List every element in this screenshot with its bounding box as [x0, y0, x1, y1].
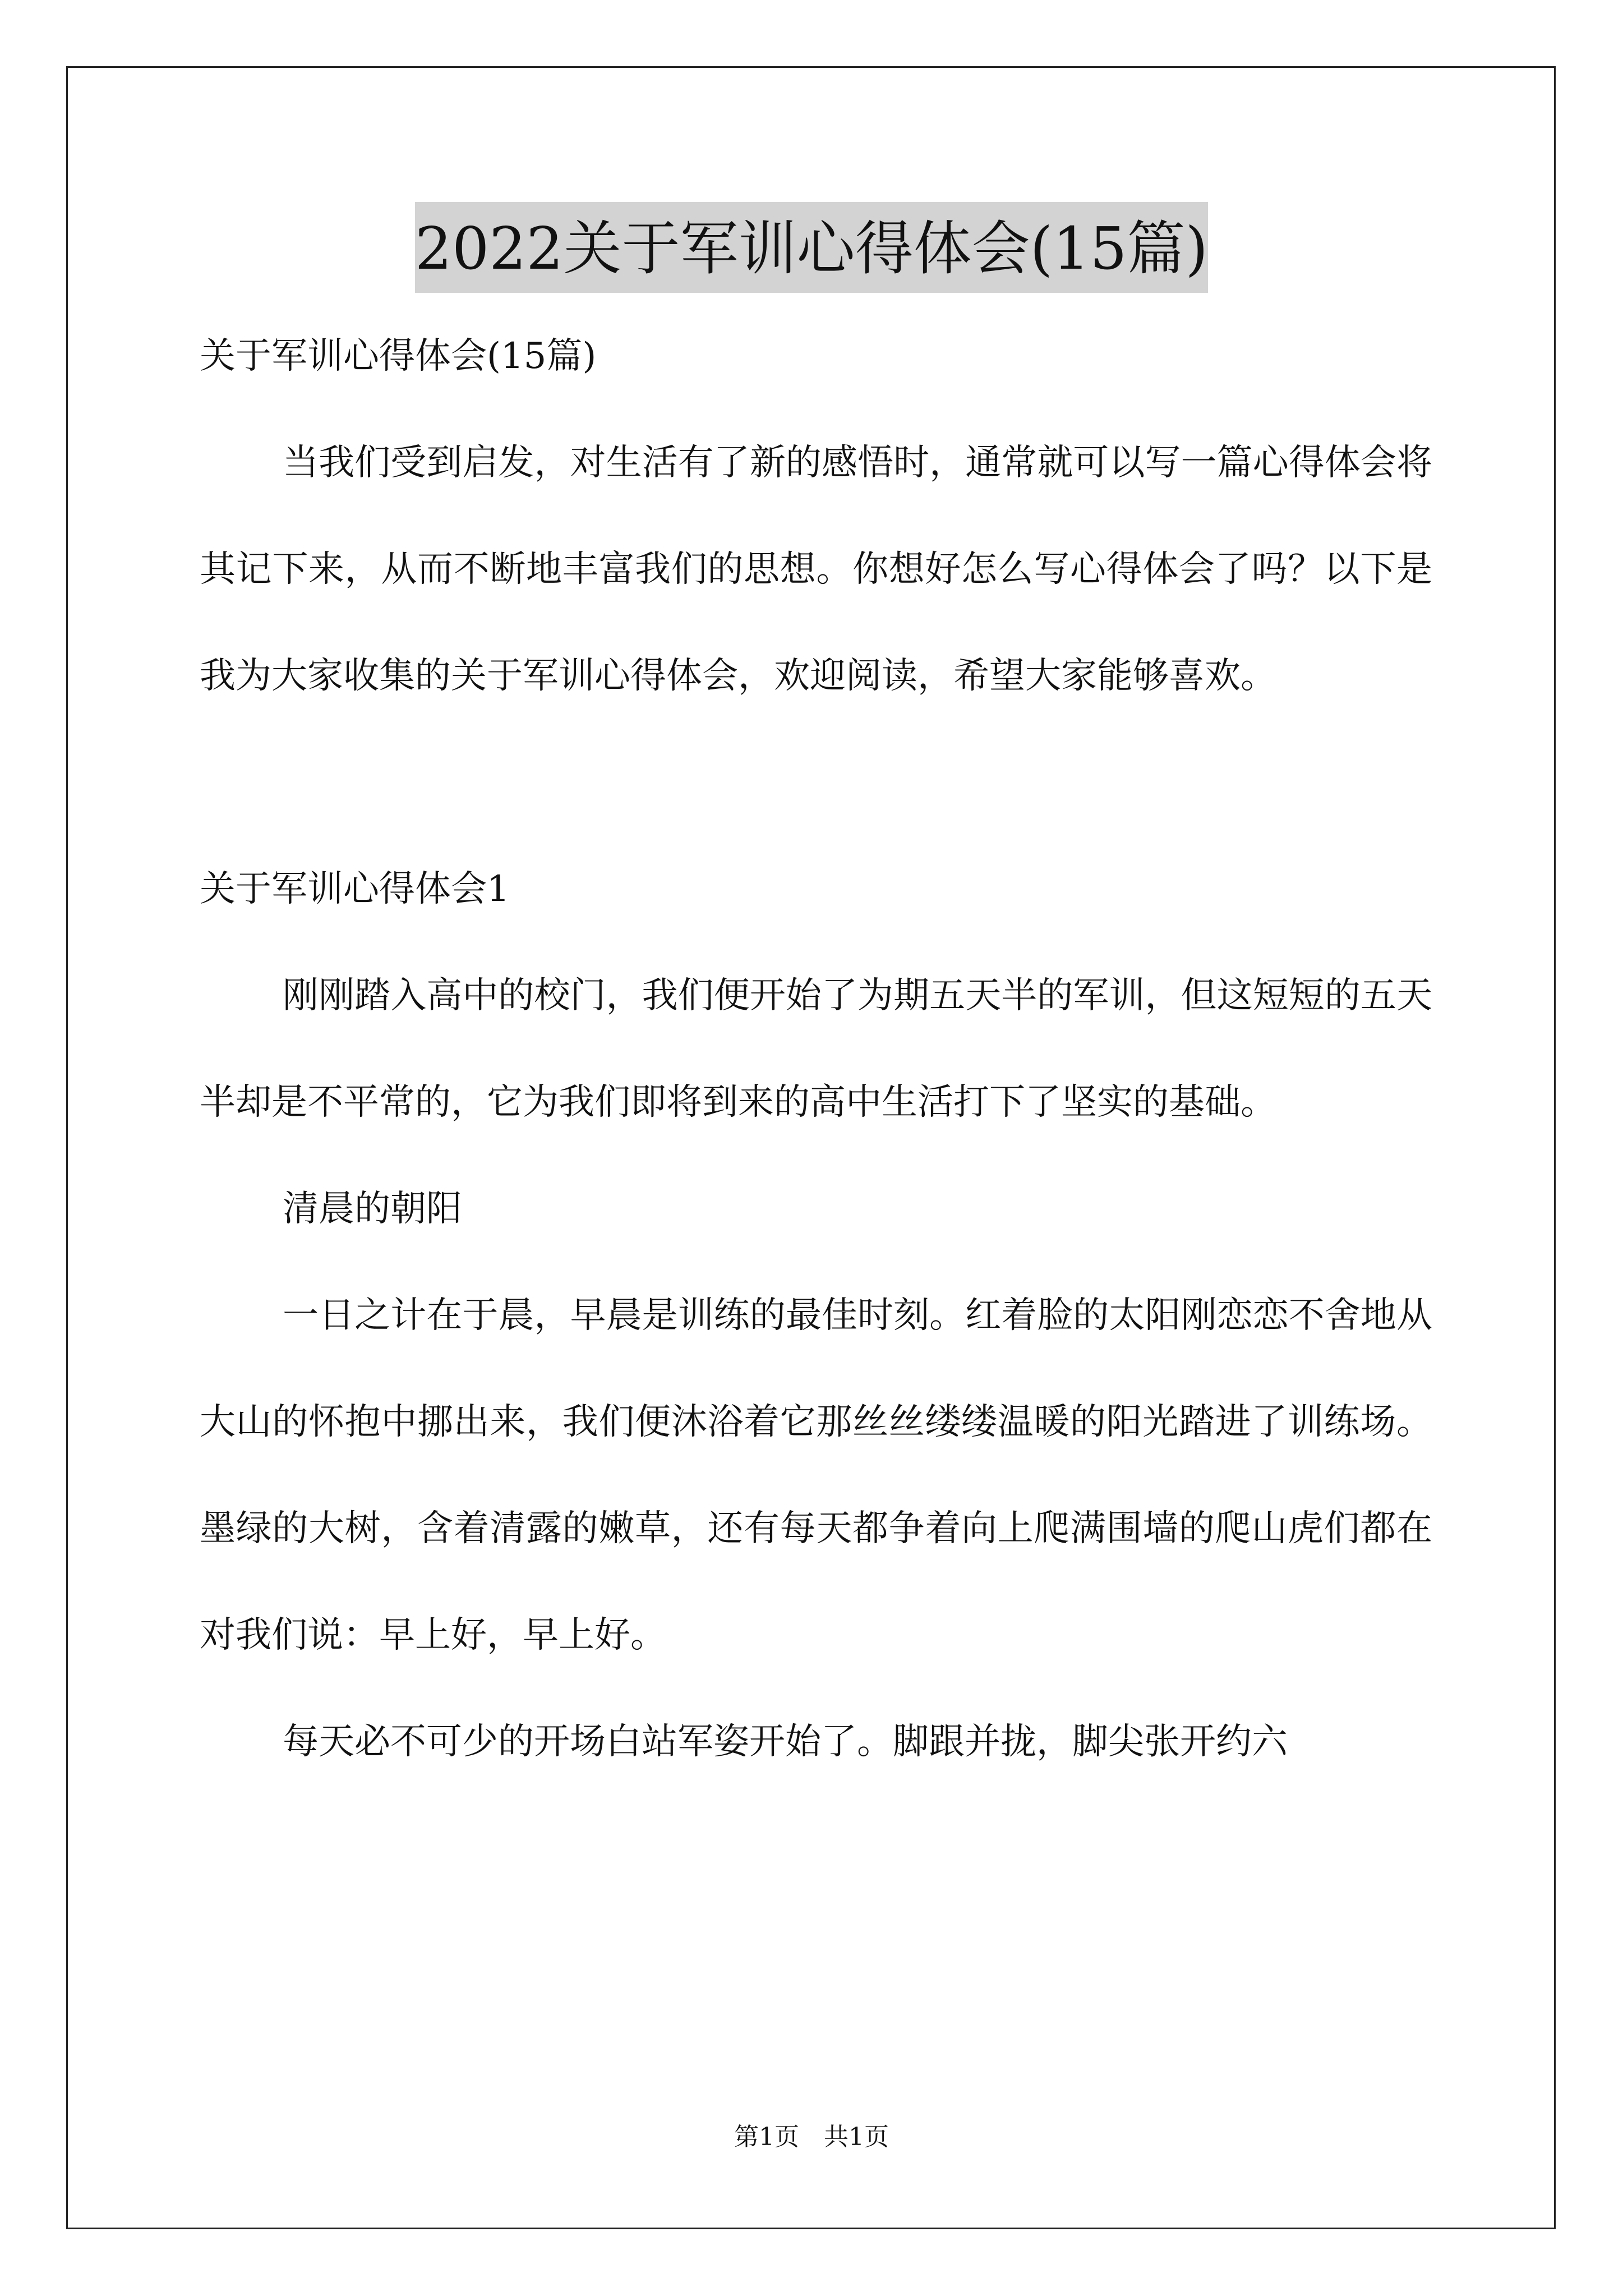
section-paragraph-1: 刚刚踏入高中的校门，我们便开始了为期五天半的军训，但这短短的五天半却是不平常的，它为我们即将到来的高中生活打下了坚实的基础。 — [200, 975, 1432, 1123]
document-body — [200, 303, 1432, 1795]
document-subtitle: 关于军训心得体会(15篇) — [200, 335, 597, 377]
section-paragraph-3: 每天必不可少的开场白站军姿开始了。脚跟并拢，脚尖张开约六 — [283, 1721, 1288, 1763]
section-spacer — [200, 729, 1432, 836]
page-footer: 第1页 共1页 — [734, 2123, 889, 2151]
section-subheading: 清晨的朝阳 — [283, 1188, 462, 1230]
section-paragraph-2: 一日之计在于晨，早晨是训练的最佳时刻。红着脸的太阳刚恋恋不舍地从大山的怀抱中挪出来，我们便沐浴着它那丝丝缕缕温暖的阳光踏进了训练场。墨绿的大树，含着清露的嫩草，还有每天都争着向上爬满围墙的爬山虎们都在对我们说：早上好，早上好。 — [200, 1295, 1432, 1656]
title-container — [0, 202, 1623, 293]
section-heading: 关于军训心得体会1 — [200, 868, 510, 910]
document-title: 2022关于军训心得体会(15篇) — [415, 202, 1208, 293]
intro-paragraph: 当我们受到启发，对生活有了新的感悟时，通常就可以写一篇心得体会将其记下来，从而不断地丰富我们的思想。你想好怎么写心得体会了吗？以下是我为大家收集的关于军训心得体会，欢迎阅读，希望大家能够喜欢。 — [200, 442, 1432, 697]
